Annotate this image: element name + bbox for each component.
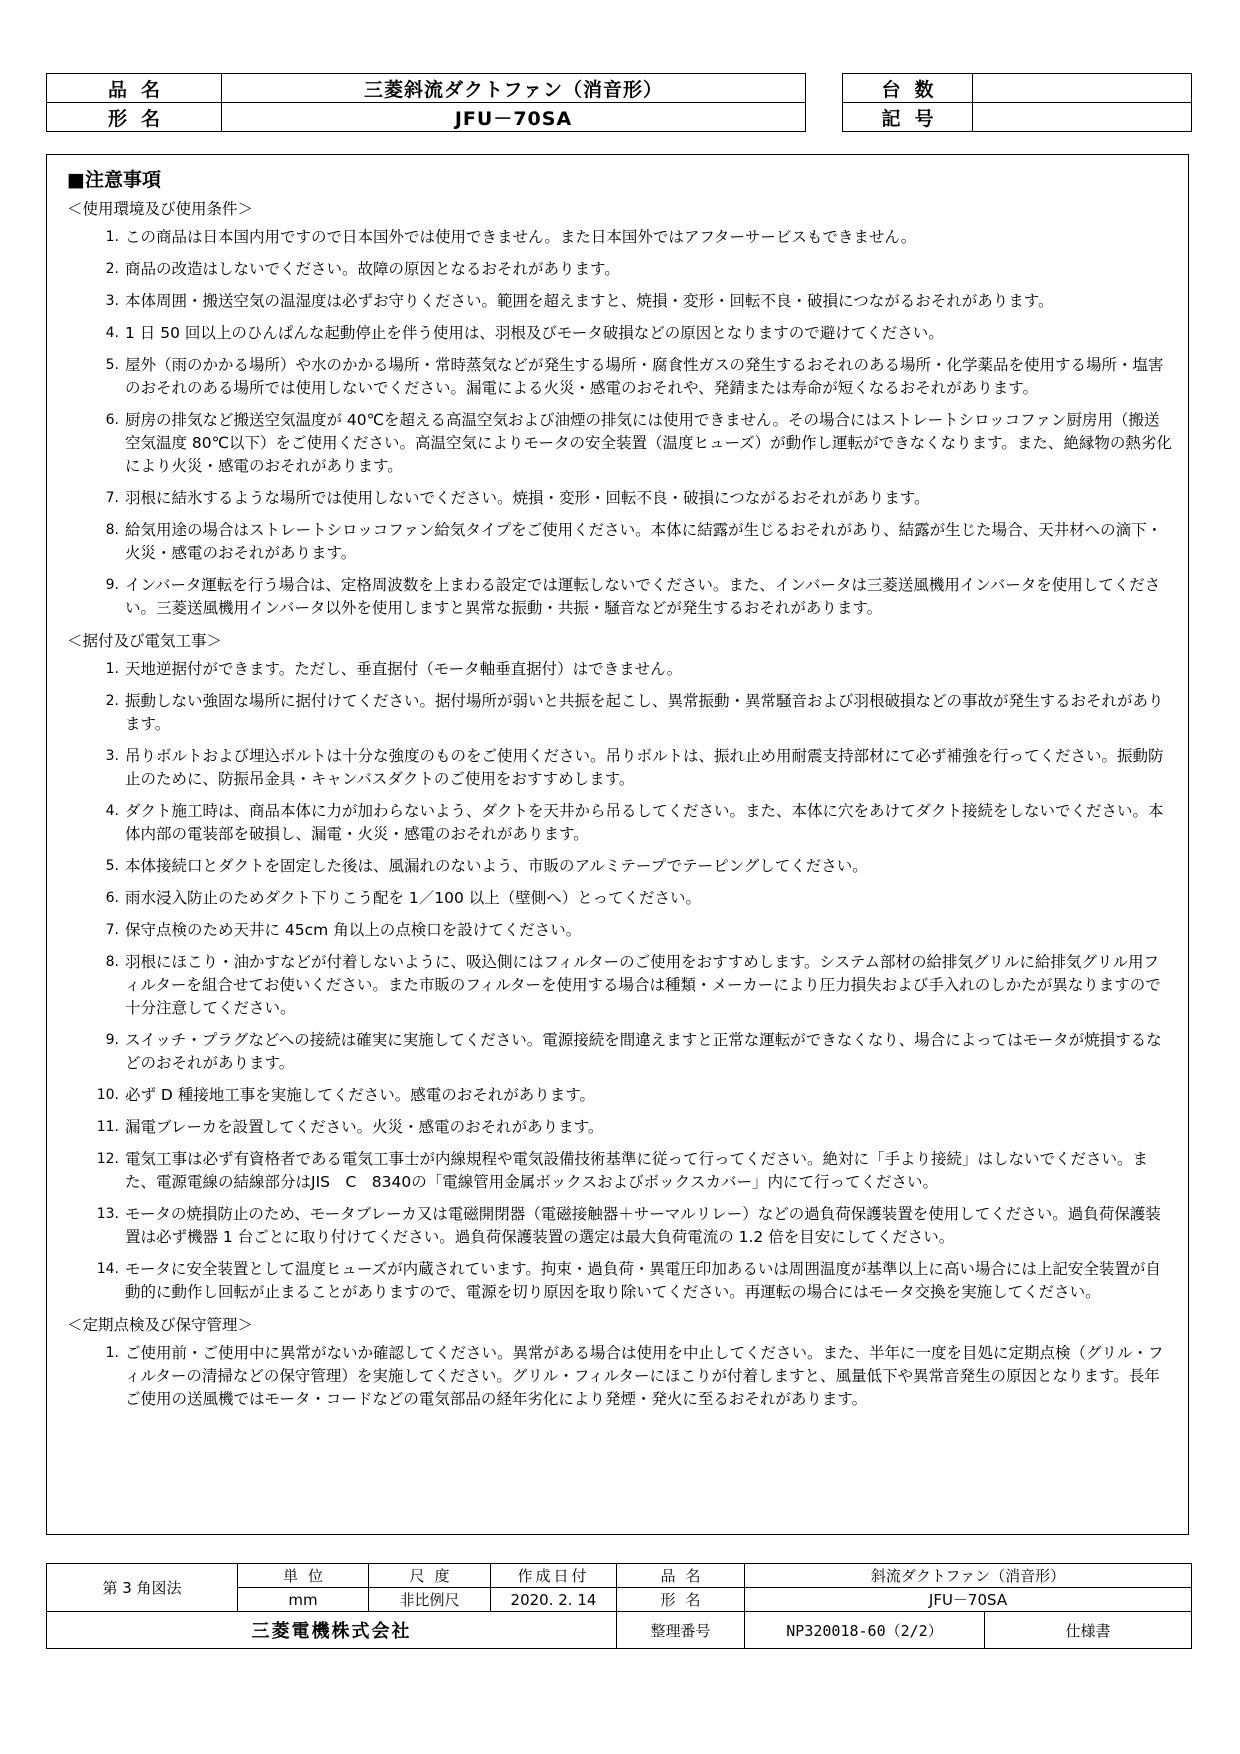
note-number: 2. bbox=[105, 261, 119, 277]
note-text: ご使用前・ご使用中に異常がないか確認してください。異常がある場合は使用を中止してください。また、半年に一度を目処に定期点検（グリル・フィルターの清掃などの保守管理）を実施してください。グリル・フィルターにほこりが付着しますと、風量低下や異常音発生の原因となります。長年ご使用の送風機ではモータ・コードなどの電気部品の経年劣化により発煙・発火に至るおそれがあります。 bbox=[125, 1344, 1164, 1408]
scale-label: 尺度 bbox=[369, 1564, 491, 1588]
note-text: 雨水浸入防止のためダクト下りこう配を 1／100 以上（壁側へ）とってください。 bbox=[125, 889, 701, 907]
quantity-label: 台数 bbox=[843, 74, 973, 103]
note-item bbox=[63, 745, 1172, 791]
note-number: 5. bbox=[105, 357, 119, 373]
quantity-value bbox=[973, 74, 1192, 103]
note-item bbox=[63, 887, 1172, 910]
note-item bbox=[63, 951, 1172, 1020]
note-text: 屋外（雨のかかる場所）や水のかかる場所・常時蒸気などが発生する場所・腐食性ガスの発生するおそれのある場所・化学薬品を使用する場所・塩害のおそれのある場所では使用しないでください。漏電による火災・感電のおそれや、発錆または寿命が短くなるおそれがあります。 bbox=[125, 356, 1164, 397]
note-item bbox=[63, 1116, 1172, 1139]
header-quantity-table bbox=[842, 73, 1192, 132]
symbol-value bbox=[973, 103, 1192, 132]
note-text: 商品の改造はしないでください。故障の原因となるおそれがあります。 bbox=[125, 260, 620, 278]
note-item bbox=[63, 1148, 1172, 1194]
note-text: 厨房の排気など搬送空気温度が 40℃を超える高温空気および油煙の排気には使用できません。その場合にはストレートシロッコファン厨房用（搬送空気温度 80℃以下）をご使用ください。高温空気によりモータの安全装置（温度ヒューズ）が動作し運転ができなくなります。また、絶縁物の熱劣化により火災・感電のおそれがあります。 bbox=[125, 411, 1172, 475]
note-item bbox=[63, 354, 1172, 400]
note-text: ダクト施工時は、商品本体に力が加わらないよう、ダクトを天井から吊るしてください。また、本体に穴をあけてダクト接続をしないでください。本体内部の電装部を破損し、漏電・火災・感電のおそれがあります。 bbox=[125, 802, 1164, 843]
note-text: 漏電ブレーカを設置してください。火災・感電のおそれがあります。 bbox=[125, 1118, 604, 1136]
notes-list bbox=[63, 226, 1172, 620]
note-item bbox=[63, 226, 1172, 249]
note-item bbox=[63, 1203, 1172, 1249]
company-name: 三菱電機株式会社 bbox=[47, 1612, 617, 1649]
unit-label: 単位 bbox=[238, 1564, 369, 1588]
note-number: 5. bbox=[105, 858, 119, 874]
note-text: モータの焼損防止のため、モータブレーカ又は電磁開閉器（電磁接触器＋サーマルリレー）などの過負荷保護装置を使用してください。過負荷保護装置は必ず機器 1 台ごとに取り付けてください。過負荷保護装置の選定は最大負荷電流の 1.2 倍を目安にしてください。 bbox=[125, 1205, 1161, 1246]
note-number: 1. bbox=[105, 1345, 119, 1361]
note-number: 2. bbox=[105, 693, 119, 709]
note-number: 9. bbox=[105, 1032, 119, 1048]
notes-list bbox=[63, 658, 1172, 1304]
product-name-label: 品名 bbox=[47, 74, 222, 103]
note-number: 13. bbox=[96, 1206, 119, 1222]
note-item bbox=[63, 690, 1172, 736]
note-number: 7. bbox=[105, 922, 119, 938]
doc-type: 仕様書 bbox=[985, 1612, 1192, 1649]
unit-value: mm bbox=[238, 1588, 369, 1612]
note-text: 必ず D 種接地工事を実施してください。感電のおそれがあります。 bbox=[125, 1086, 596, 1104]
note-text: スイッチ・プラグなどへの接続は確実に実施してください。電源接続を間違えますと正常な運転ができなくなり、場合によってはモータが焼損するなどのおそれがあります。 bbox=[125, 1031, 1162, 1072]
footer-name-label: 品名 bbox=[617, 1564, 745, 1588]
note-number: 12. bbox=[96, 1151, 119, 1167]
note-item bbox=[63, 1258, 1172, 1304]
note-text: 羽根にほこり・油かすなどが付着しないように、吸込側にはフィルターのご使用をおすすめします。システム部材の給排気グリルに給排気グリル用フィルターを組合せてお使いください。また市販のフィルターを使用する場合は種類・メーカーにより圧力損失および手入れのしかたが異なりますので十分注意してください。 bbox=[125, 953, 1161, 1017]
note-item bbox=[63, 658, 1172, 681]
section-heading: ＜据付及び電気工事＞ bbox=[67, 632, 223, 650]
note-item bbox=[63, 800, 1172, 846]
note-item bbox=[63, 322, 1172, 345]
ref-value: NP320018-60（2/2） bbox=[745, 1612, 985, 1649]
projection-method: 第 3 角図法 bbox=[47, 1564, 238, 1612]
note-text: モータに安全装置として温度ヒューズが内蔵されています。拘束・過負荷・異電圧印加あるいは周囲温度が基準以上に高い場合には上記安全装置が自動的に動作し回転が止まることがありますので、電源を切り原因を取り除いてください。再運転の場合にはモータ交換を実施してください。 bbox=[125, 1260, 1161, 1301]
note-number: 6. bbox=[105, 890, 119, 906]
note-text: 本体接続口とダクトを固定した後は、風漏れのないよう、市販のアルミテープでテーピングしてください。 bbox=[125, 857, 868, 875]
note-text: 本体周囲・搬送空気の温湿度は必ずお守りください。範囲を超えますと、焼損・変形・回転不良・破損につながるおそれがあります。 bbox=[125, 292, 1054, 310]
title-block bbox=[46, 1563, 1192, 1649]
notes-title: ■注意事項 bbox=[67, 169, 161, 191]
section-heading: ＜定期点検及び保守管理＞ bbox=[67, 1316, 254, 1334]
note-number: 7. bbox=[105, 490, 119, 506]
note-item bbox=[63, 1342, 1172, 1411]
note-number: 11. bbox=[96, 1119, 119, 1135]
notes-box bbox=[46, 154, 1189, 1535]
note-text: 羽根に結氷するような場所では使用しないでください。焼損・変形・回転不良・破損につながるおそれがあります。 bbox=[125, 489, 930, 507]
date-label: 作成日付 bbox=[491, 1564, 617, 1588]
note-text: インバータ運転を行う場合は、定格周波数を上まわる設定では運転しないでください。また、インバータは三菱送風機用インバータを使用してください。三菱送風機用インバータ以外を使用しますと異常な振動・共振・騒音などが発生するおそれがあります。 bbox=[125, 576, 1161, 617]
model-value: JFU－70SA bbox=[222, 103, 806, 132]
note-text: 保守点検のため天井に 45cm 角以上の点検口を設けてください。 bbox=[125, 921, 582, 939]
note-number: 6. bbox=[105, 412, 119, 428]
header-product-table bbox=[46, 73, 806, 132]
note-item bbox=[63, 409, 1172, 478]
notes-list bbox=[63, 1342, 1172, 1411]
footer-model-value: JFU－70SA bbox=[745, 1588, 1192, 1612]
note-text: 天地逆据付ができます。ただし、垂直据付（モータ軸垂直据付）はできません。 bbox=[125, 660, 683, 678]
product-name-value: 三菱斜流ダクトファン（消音形） bbox=[222, 74, 806, 103]
model-label: 形名 bbox=[47, 103, 222, 132]
note-number: 8. bbox=[105, 522, 119, 538]
footer-name-value: 斜流ダクトファン（消音形） bbox=[745, 1564, 1192, 1588]
scale-value: 非比例尺 bbox=[369, 1588, 491, 1612]
note-number: 1. bbox=[105, 661, 119, 677]
note-item bbox=[63, 574, 1172, 620]
note-number: 3. bbox=[105, 293, 119, 309]
note-number: 10. bbox=[96, 1087, 119, 1103]
note-number: 14. bbox=[96, 1261, 119, 1277]
note-item bbox=[63, 919, 1172, 942]
note-item bbox=[63, 1029, 1172, 1075]
note-number: 1. bbox=[105, 229, 119, 245]
notes-body bbox=[63, 197, 1172, 1411]
note-item bbox=[63, 519, 1172, 565]
note-item bbox=[63, 487, 1172, 510]
note-text: 電気工事は必ず有資格者である電気工事士が内線規程や電気設備技術基準に従って行ってください。絶対に「手より接続」はしないでください。また、電源電線の結線部分はJIS C 8340の「電線管用金属ボックスおよびボックスカバー」内にて行ってください。 bbox=[125, 1150, 1149, 1191]
note-text: 給気用途の場合はストレートシロッコファン給気タイプをご使用ください。本体に結露が生じるおそれがあり、結露が生じた場合、天井材への滴下・火災・感電のおそれがあります。 bbox=[125, 521, 1163, 562]
note-text: 1 日 50 回以上のひんぱんな起動停止を伴う使用は、羽根及びモータ破損などの原因となりますので避けてください。 bbox=[125, 324, 944, 342]
note-text: 吊りボルトおよび埋込ボルトは十分な強度のものをご使用ください。吊りボルトは、振れ止め用耐震支持部材にて必ず補強を行ってください。振動防止のために、防振吊金具・キャンバスダクトのご使用をおすすめします。 bbox=[125, 747, 1164, 788]
note-number: 3. bbox=[105, 748, 119, 764]
date-value: 2020. 2. 14 bbox=[491, 1588, 617, 1612]
note-text: 振動しない強固な場所に据付けてください。据付場所が弱いと共振を起こし、異常振動・異常騒音および羽根破損などの事故が発生するおそれがあります。 bbox=[125, 692, 1164, 733]
ref-label: 整理番号 bbox=[617, 1612, 745, 1649]
note-item bbox=[63, 855, 1172, 878]
note-text: この商品は日本国内用ですので日本国外では使用できません。また日本国外ではアフターサービスもできません。 bbox=[125, 228, 917, 246]
symbol-label: 記号 bbox=[843, 103, 973, 132]
note-number: 9. bbox=[105, 577, 119, 593]
note-item bbox=[63, 258, 1172, 281]
note-number: 8. bbox=[105, 954, 119, 970]
section-heading: ＜使用環境及び使用条件＞ bbox=[67, 200, 254, 218]
note-item bbox=[63, 290, 1172, 313]
note-number: 4. bbox=[105, 803, 119, 819]
footer-model-label: 形名 bbox=[617, 1588, 745, 1612]
note-number: 4. bbox=[105, 325, 119, 341]
note-item bbox=[63, 1084, 1172, 1107]
